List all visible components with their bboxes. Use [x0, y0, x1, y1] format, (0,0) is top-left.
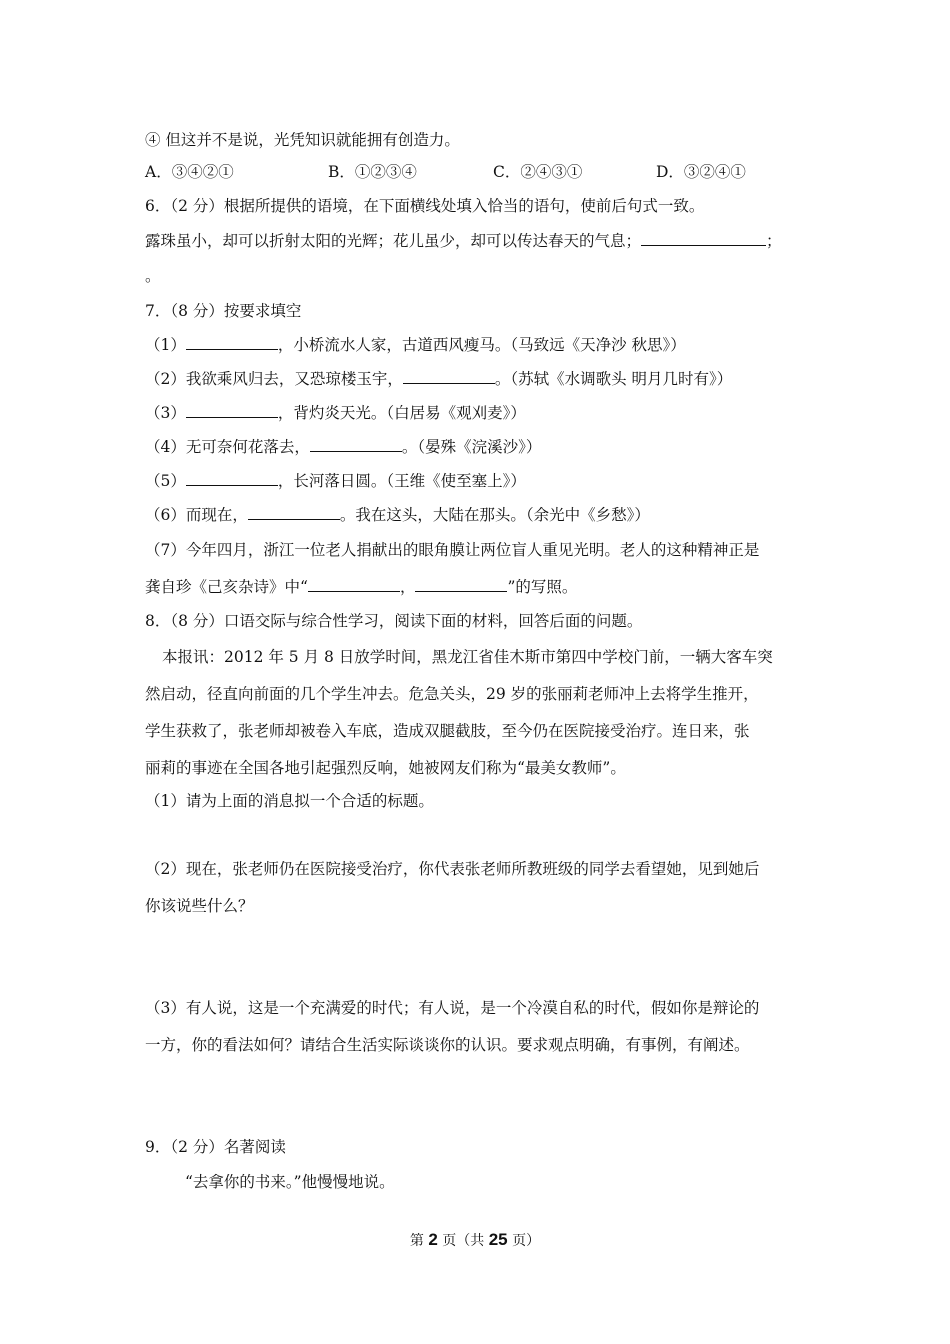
page-footer	[0, 1230, 950, 1250]
q7-3-label: （3）	[145, 404, 186, 422]
footer-pre: 第	[409, 1233, 424, 1249]
q8-passage-line: 丽莉的事迹在全国各地引起强烈反响，她被网友们称为“最美女教师”。	[145, 759, 626, 777]
q8-sub-2-cont: 你该说些什么？	[145, 897, 254, 915]
q7-item-4	[145, 437, 541, 457]
q8-sub-3-cont: 一方，你的看法如何？请结合生活实际谈谈你的认识。要求观点明确，有事例，有阐述。	[145, 1036, 750, 1054]
q7-item-5	[145, 471, 526, 491]
q7-7-end: ”的写照。	[507, 578, 578, 596]
q7-1-label: （1）	[145, 336, 186, 354]
q8-heading: 8．（8 分）口语交际与综合性学习，阅读下面的材料，回答后面的问题。	[145, 612, 643, 630]
q7-4-text: （4）无可奈何花落去，	[145, 438, 310, 456]
q6-end	[145, 266, 161, 286]
footer-mid: 页（共	[442, 1233, 485, 1249]
answer-blank[interactable]	[415, 577, 507, 592]
q6-period: 。	[145, 267, 161, 285]
answer-blank[interactable]	[186, 335, 278, 350]
answer-blank[interactable]	[186, 403, 278, 418]
q6-text: 露珠虽小，却可以折射太阳的光辉；花儿虽少，却可以传达春天的气息；	[145, 232, 642, 250]
answer-blank[interactable]	[248, 505, 340, 520]
q9-quote: “去拿你的书来。”他慢慢地说。	[185, 1173, 395, 1191]
q7-7-comma: ，	[399, 578, 416, 596]
q7-4-source: 。（晏殊《浣溪沙》）	[401, 438, 542, 456]
q7-item-2	[145, 369, 732, 389]
q7-6-source: 。我在这头，大陆在那头。（余光中《乡愁》）	[339, 506, 650, 524]
q7-2-text: （2）我欲乘风归去，又恐琼楼玉宇，	[145, 370, 403, 388]
footer-page-number: 2	[428, 1230, 438, 1249]
q7-item-6	[145, 505, 650, 525]
option-c: C．②④③①	[493, 163, 583, 181]
option-d: D．③②④①	[656, 163, 746, 181]
q9-heading: 9．（2 分）名著阅读	[145, 1138, 286, 1156]
q7-heading: 7．（8 分）按要求填空	[145, 302, 302, 320]
footer-post: 页）	[512, 1233, 541, 1249]
answer-blank[interactable]	[308, 577, 400, 592]
q7-item-7: （7）今年四月，浙江一位老人捐献出的眼角膜让两位盲人重见光明。老人的这种精神正是	[145, 541, 760, 559]
q8-passage-line: 然启动，径直向前面的几个学生冲去。危急关头，29 岁的张丽莉老师冲上去将学生推开，	[145, 685, 759, 703]
q7-3-text: ，背灼炎天光。（白居易《观刈麦》）	[277, 404, 526, 422]
q7-7-text: 龚自珍《己亥杂诗》中“	[145, 578, 308, 596]
answer-blank[interactable]	[641, 231, 766, 246]
q7-5-label: （5）	[145, 472, 186, 490]
q6-sep: ；	[766, 232, 782, 250]
q7-item-7-cont	[145, 577, 577, 597]
q8-sub-3: （3）有人说，这是一个充满爱的时代；有人说，是一个冷漠自私的时代，假如你是辩论的	[145, 999, 760, 1017]
option-b: B．①②③④	[328, 163, 417, 181]
q7-6-text: （6）而现在，	[145, 506, 248, 524]
q5-item-4: ④ 但这并不是说，光凭知识就能拥有创造力。	[145, 131, 460, 149]
answer-blank[interactable]	[186, 471, 278, 486]
answer-blank[interactable]	[403, 369, 495, 384]
answer-blank[interactable]	[310, 437, 402, 452]
footer-total-pages: 25	[488, 1230, 508, 1249]
q7-item-3	[145, 403, 526, 423]
q6-heading: 6．（2 分）根据所提供的语境，在下面横线处填入恰当的语句，使前后句式一致。	[145, 197, 705, 215]
q7-5-text: ，长河落日圆。（王维《使至塞上》）	[277, 472, 526, 490]
option-a: A．③④②①	[145, 163, 234, 181]
q8-passage-line: 本报讯：2012 年 5 月 8 日放学时间，黑龙江省佳木斯市第四中学校门前，一辆大客车突	[162, 648, 773, 666]
q8-sub-1: （1）请为上面的消息拟一个合适的标题。	[145, 792, 434, 810]
q8-passage-line: 学生获救了，张老师却被卷入车底，造成双腿截肢，至今仍在医院接受治疗。连日来，张	[145, 722, 750, 740]
q6-body	[145, 231, 782, 251]
q7-2-source: 。（苏轼《水调歌头 明月几时有》）	[494, 370, 733, 388]
q7-1-text: ，小桥流水人家，古道西风瘦马。（马致远《天净沙 秋思》）	[277, 336, 686, 354]
q8-sub-2: （2）现在，张老师仍在医院接受治疗，你代表张老师所教班级的同学去看望她，见到她后	[145, 860, 760, 878]
q7-item-1	[145, 335, 686, 355]
